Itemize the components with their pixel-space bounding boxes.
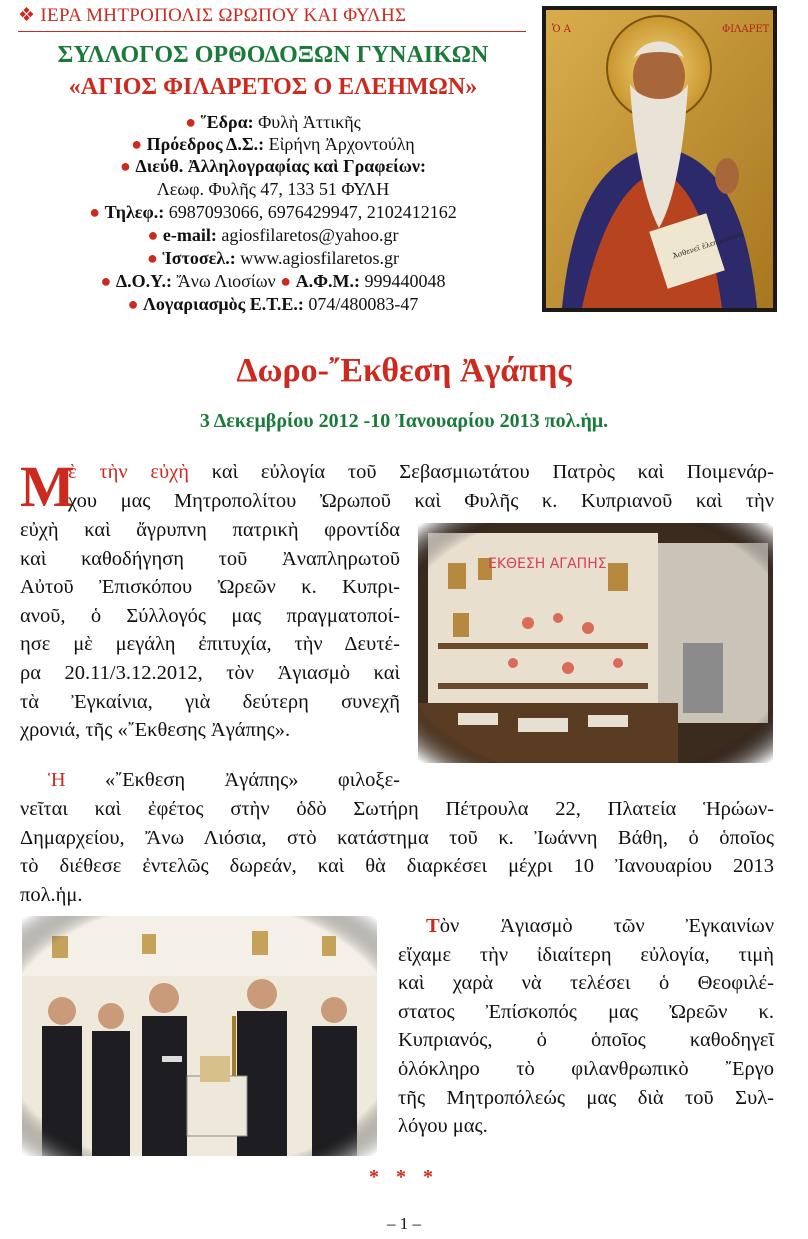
website-value[interactable]: www.agiosfilaretos.gr — [240, 248, 399, 268]
date-line: 3 Δεκεμβρίου 2012 -10 Ἰανουαρίου 2013 πολ.ἡμ. — [199, 410, 609, 432]
tax-office-value: Ἄνω Λιοσίων — [176, 271, 276, 291]
paragraph-1-top — [68, 458, 774, 487]
bullet-icon: ● — [147, 248, 158, 268]
website-info — [18, 247, 528, 269]
text-line: ανοῦ, ὁ Σύλλογός μας πραγματοποί- — [20, 604, 400, 627]
diamond-icon: ❖ — [18, 5, 36, 26]
text-line: ὁλόκληρο τὸ φιλανθρωπικὸ ῎Εργο — [398, 1057, 774, 1080]
text-line: καὶ καθοδήγηση τοῦ Ἀναπληρωτοῦ — [20, 547, 400, 570]
bullet-icon: ● — [127, 294, 139, 314]
paragraph-3-initial: Τ — [426, 915, 440, 937]
paragraph-2-body — [20, 795, 774, 909]
account-value: 074/480083-47 — [308, 294, 419, 314]
email-label: e-mail: — [162, 225, 217, 245]
text-line: τῆς Μητροπόλεώς μας διὰ τοῦ Συλ- — [398, 1086, 774, 1109]
text-line: Κυπριανός, ὁ ὁποῖος καθοδηγεῖ — [398, 1029, 774, 1052]
text-line: τὸ διέθεσε ἐντελῶς δωρεάν, καὶ θὰ διαρκέσει μέχρι 10 Ἰανουαρίου 2013 — [20, 855, 774, 878]
account-info — [18, 293, 528, 315]
bullet-icon: ● — [280, 271, 292, 291]
bullet-icon: ● — [100, 271, 112, 291]
icon-inscription-right: ΦΙΛΑΡΕΤ — [722, 24, 770, 35]
exhibition-window-photo — [418, 523, 773, 763]
text-span: «῎Εκθεση Ἀγάπης» φιλοξε- — [65, 769, 400, 791]
text-line: στατος Ἐπίσκοπός μας Ὠρεῶν κ. — [398, 1000, 774, 1023]
seat-info — [18, 111, 528, 133]
seat-label: ῞Εδρα: — [200, 112, 254, 132]
tax-office-label: Δ.Ο.Υ.: — [115, 271, 173, 291]
text-line: πολ.ἡμ. — [20, 883, 83, 906]
text-line: εὐχὴ καὶ ἄγρυπνη πατρικὴ φροντίδα — [20, 519, 400, 541]
president-label: Πρόεδρος Δ.Σ.: — [146, 134, 265, 154]
afm-label: Α.Φ.Μ.: — [295, 271, 360, 291]
saint-icon-image — [542, 6, 777, 312]
paragraph-2-initial: Ἡ — [48, 769, 66, 791]
bullet-icon: ● — [185, 112, 197, 132]
header-divider — [18, 31, 526, 32]
text-line: Αὐτοῦ Ἐπισκόπου Ὠρεῶν κ. Κυπρι- — [20, 576, 400, 599]
office-label: Διεύθ. Ἀλληλογραφίας καὶ Γραφείων: — [135, 156, 426, 176]
email-value[interactable]: agiosfilaretos@yahoo.gr — [221, 225, 399, 245]
text-line: νεῖται καὶ ἐφέτος στὴν ὁδὸ Σωτήρη Πέτρουλα 22, Πλατεία Ἡρώων- — [20, 798, 774, 820]
page-title: Δωρο-῎Εκθεση Ἀγάπης — [236, 352, 572, 389]
text-span: ὸν Ἁγιασμὸ τῶν Ἐγκαινίων — [439, 915, 774, 937]
address-line: Λεωφ. Φυλῆς 47, 133 51 ΦΥΛΗ — [156, 179, 390, 199]
blessing-ceremony-photo — [22, 916, 377, 1156]
text-line: χρονιά, τῆς «῎Εκθεσης Ἀγάπης». — [20, 719, 291, 742]
paragraph-2-start — [48, 766, 400, 795]
president-info — [18, 133, 528, 155]
email-info — [18, 224, 528, 246]
paragraph-1-line2 — [68, 487, 774, 516]
text-line: ησε μὲ μεγάλη ἐπιτυχία, τὴν Δευτέ- — [20, 633, 400, 656]
text-line: Δημαρχείου, Ἄνω Λιόσια, στὸ κατάστημα τοῦ κ. Ἰωάννη Βάθη, ὁ ὁποῖος — [20, 826, 774, 849]
president-value: Εἰρήνη Ἀρχοντούλη — [268, 134, 415, 154]
bullet-icon: ● — [89, 202, 101, 222]
text-line: καὶ χαρὰ νὰ τελέσει ὁ Θεοφιλέ- — [398, 972, 774, 995]
tax-info — [18, 270, 528, 292]
text-line: τὰ Ἐγκαίνια, γιὰ δεύτερη συνεχῆ — [20, 690, 400, 713]
seat-value: Φυλὴ Ἀττικῆς — [258, 112, 361, 132]
diocese-title: ΙΕΡΑ ΜΗΤΡΟΠΟΛΙΣ ΩΡΩΠΟΥ ΚΑΙ ΦΥΛΗΣ — [40, 5, 407, 26]
association-name-line2: «ΑΓΙΟΣ ΦΙΛΑΡΕΤΟΣ Ο ΕΛΕΗΜΩΝ» — [68, 74, 478, 100]
text-line — [48, 766, 400, 795]
phone-value: 6987093066, 6976429947, 2102412162 — [168, 202, 457, 222]
office-info — [18, 155, 528, 177]
lead-red-text: ὲ τὴν εὐχὴ — [68, 461, 189, 483]
drop-cap: Μ — [20, 454, 75, 519]
text-line: εἴχαμε τὴν ἰδιαίτερη εὐλογία, τιμὴ — [398, 943, 774, 966]
text-span: καὶ εὐλογία τοῦ Σεβασμιωτάτου Πατρὸς καὶ Ποιμενάρ- — [188, 461, 774, 483]
paragraph-3 — [398, 912, 774, 1141]
bullet-icon: ● — [147, 225, 159, 245]
section-separator: * * * — [369, 1166, 439, 1188]
text-line: χου μας Μητροπολίτου Ὠρωποῦ καὶ Φυλῆς κ. Κυπριανοῦ καὶ τὴν — [68, 490, 774, 512]
phone-info — [18, 201, 528, 223]
afm-value: 999440048 — [364, 271, 446, 291]
bullet-icon: ● — [131, 134, 143, 154]
text-line: ρα 20.11/3.12.2012, τὸν Ἁγιασμὸ καὶ — [20, 661, 400, 684]
text-line — [398, 912, 774, 941]
paragraph-1-body — [20, 516, 400, 745]
account-label: Λογαριασμὸς Ε.Τ.Ε.: — [142, 294, 304, 314]
icon-inscription-left: Ὁ Α — [552, 24, 571, 35]
text-line — [68, 458, 774, 487]
website-label: Ἱστοσελ.: — [162, 248, 236, 268]
bullet-icon: ● — [120, 156, 131, 176]
text-line: λόγου μας. — [398, 1115, 488, 1138]
association-name-line1: ΣΥΛΛΟΓΟΣ ΟΡΘΟΔΟΞΩΝ ΓΥΝΑΙΚΩΝ — [57, 42, 489, 68]
page-number: – 1 – — [387, 1214, 421, 1233]
diocese-heading — [18, 4, 530, 27]
phone-label: Τηλεφ.: — [104, 202, 165, 222]
icon-scroll-text: Ἀσθενεῖ ἐλεημοσύνη — [671, 230, 744, 261]
